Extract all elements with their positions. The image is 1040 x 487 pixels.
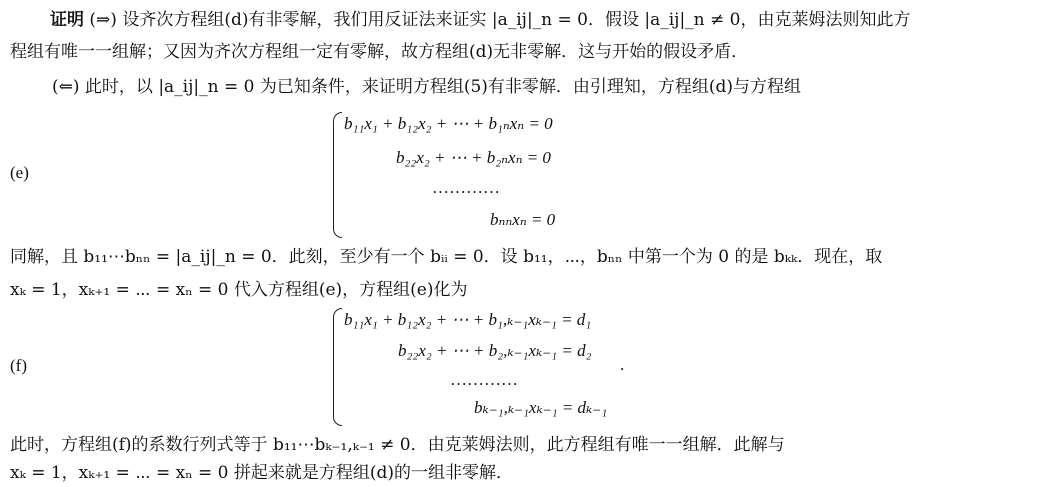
para4-line2: xₖ = 1，xₖ₊₁ = ⋯ = xₙ = 0 拼起来就是方程组(d)的一组非零解． bbox=[10, 463, 513, 483]
system-f-eq1: b₁₁x₁ + b₁₂x₂ + ⋯ + b₁,ₖ₋₁xₖ₋₁ = d₁ bbox=[344, 310, 592, 329]
system-e-eq1: b₁₁x₁ + b₁₂x₂ + ⋯ + b₁ₙxₙ = 0 bbox=[344, 114, 553, 133]
system-f-eq4: bₖ₋₁,ₖ₋₁xₖ₋₁ = dₖ₋₁ bbox=[474, 398, 608, 417]
proof-label: 证明 bbox=[50, 10, 84, 30]
system-e-eq2: b₂₂x₂ + ⋯ + b₂ₙxₙ = 0 bbox=[396, 148, 551, 167]
system-e-brace bbox=[333, 112, 342, 238]
system-e-eq4: bₙₙxₙ = 0 bbox=[490, 210, 556, 229]
system-e-label: (e) bbox=[10, 163, 29, 182]
para4-line1: 此时，方程组(f)的系数行列式等于 b₁₁⋯bₖ₋₁,ₖ₋₁ ≠ 0．由克莱姆法则，此方程组有唯一一组解．此解与 bbox=[10, 435, 785, 455]
proof-heading bbox=[50, 8, 911, 32]
system-f-label: (f) bbox=[10, 356, 27, 375]
system-f-dots: ………… bbox=[450, 370, 518, 389]
para3-line2: xₖ = 1，xₖ₊₁ = ⋯ = xₙ = 0 代入方程组(e)，方程组(e)化为 bbox=[10, 280, 468, 300]
para3-line1: 同解，且 b₁₁⋯bₙₙ = |a_ij|_n = 0．此刻，至少有一个 bᵢᵢ = 0．设 b₁₁，⋯，bₙₙ 中第一个为 0 的是 bₖₖ．现在，取 bbox=[10, 247, 883, 267]
system-e-dots: ………… bbox=[432, 178, 500, 197]
para2-line1: (⇐) 此时，以 |a_ij|_n = 0 为已知条件，来证明方程组(5)有非零解．由引理知，方程组(d)与方程组 bbox=[52, 77, 802, 97]
system-f-trail: . bbox=[620, 355, 625, 374]
system-f-brace bbox=[333, 308, 342, 426]
para1-line2: 程组有唯一一组解；又因为齐次方程组一定有零解，故方程组(d)无非零解．这与开始的假设矛盾． bbox=[10, 42, 749, 62]
para1-line1: (⇒) 设齐次方程组(d)有非零解，我们用反证法来证实 |a_ij|_n = 0．假设 |a_ij|_n ≠ 0，由克莱姆法则知此方 bbox=[89, 10, 911, 30]
system-f-eq2: b₂₂x₂ + ⋯ + b₂,ₖ₋₁xₖ₋₁ = d₂ bbox=[398, 341, 592, 360]
